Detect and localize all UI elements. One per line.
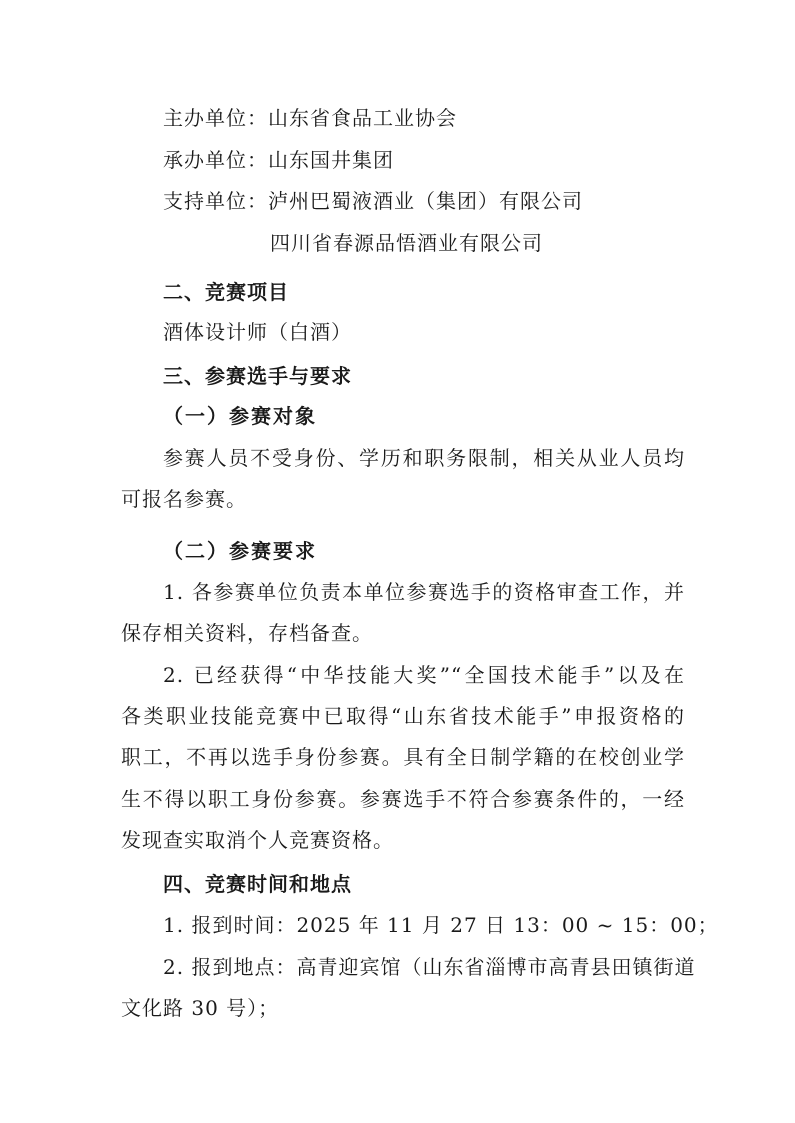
section3-sub1-heading: （一）参赛对象	[163, 404, 317, 428]
section3-sub2-heading: （二）参赛要求	[163, 539, 317, 563]
support-row	[163, 189, 583, 213]
sub2-item2-line-5: 发现查实取消个人竞赛资格。	[121, 828, 394, 852]
support-value-1: 泸州巴蜀液酒业（集团）有限公司	[268, 189, 583, 213]
section4-item2-line-1: 2. 报到地点：高青迎宾馆（山东省淄博市高青县田镇街道	[163, 955, 696, 979]
section4-item1: 1. 报到时间：2025 年 11 月 27 日 13：00 ~ 15：00；	[163, 913, 719, 937]
undertaker-value: 山东国井集团	[268, 148, 394, 172]
host-value: 山东省食品工业协会	[268, 106, 457, 130]
sub2-item2-line-1: 2. 已经获得“中华技能大奖”“全国技术能手”以及在	[163, 663, 685, 687]
support-label: 支持单位：	[163, 189, 268, 213]
sub2-item2-line-3: 职工，不再以选手身份参赛。具有全日制学籍的在校创业学	[121, 745, 685, 769]
sub2-item1-line-2: 保存相关资料，存档备查。	[121, 621, 373, 645]
undertaker-row	[163, 148, 394, 172]
sub1-paragraph-line-1: 参赛人员不受身份、学历和职务限制，相关从业人员均	[163, 446, 685, 470]
host-label: 主办单位：	[163, 106, 268, 130]
sub2-item2-line-4: 生不得以职工身份参赛。参赛选手不符合参赛条件的，一经	[121, 787, 685, 811]
section3-heading: 三、参赛选手与要求	[163, 364, 352, 388]
host-row	[163, 106, 457, 130]
section4-heading: 四、竞赛时间和地点	[163, 872, 352, 896]
sub2-item1-line-1: 1. 各参赛单位负责本单位参赛选手的资格审查工作，并	[163, 580, 685, 604]
undertaker-label: 承办单位：	[163, 148, 268, 172]
section4-item2-line-2: 文化路 30 号）；	[121, 996, 280, 1020]
sub1-paragraph-line-2: 可报名参赛。	[121, 487, 247, 511]
section2-content: 酒体设计师（白酒）	[163, 320, 352, 344]
section2-heading: 二、竞赛项目	[163, 280, 289, 304]
support-value-2: 四川省春源品悟酒业有限公司	[270, 231, 543, 255]
sub2-item2-line-2: 各类职业技能竞赛中已取得“山东省技术能手”申报资格的	[121, 704, 685, 728]
